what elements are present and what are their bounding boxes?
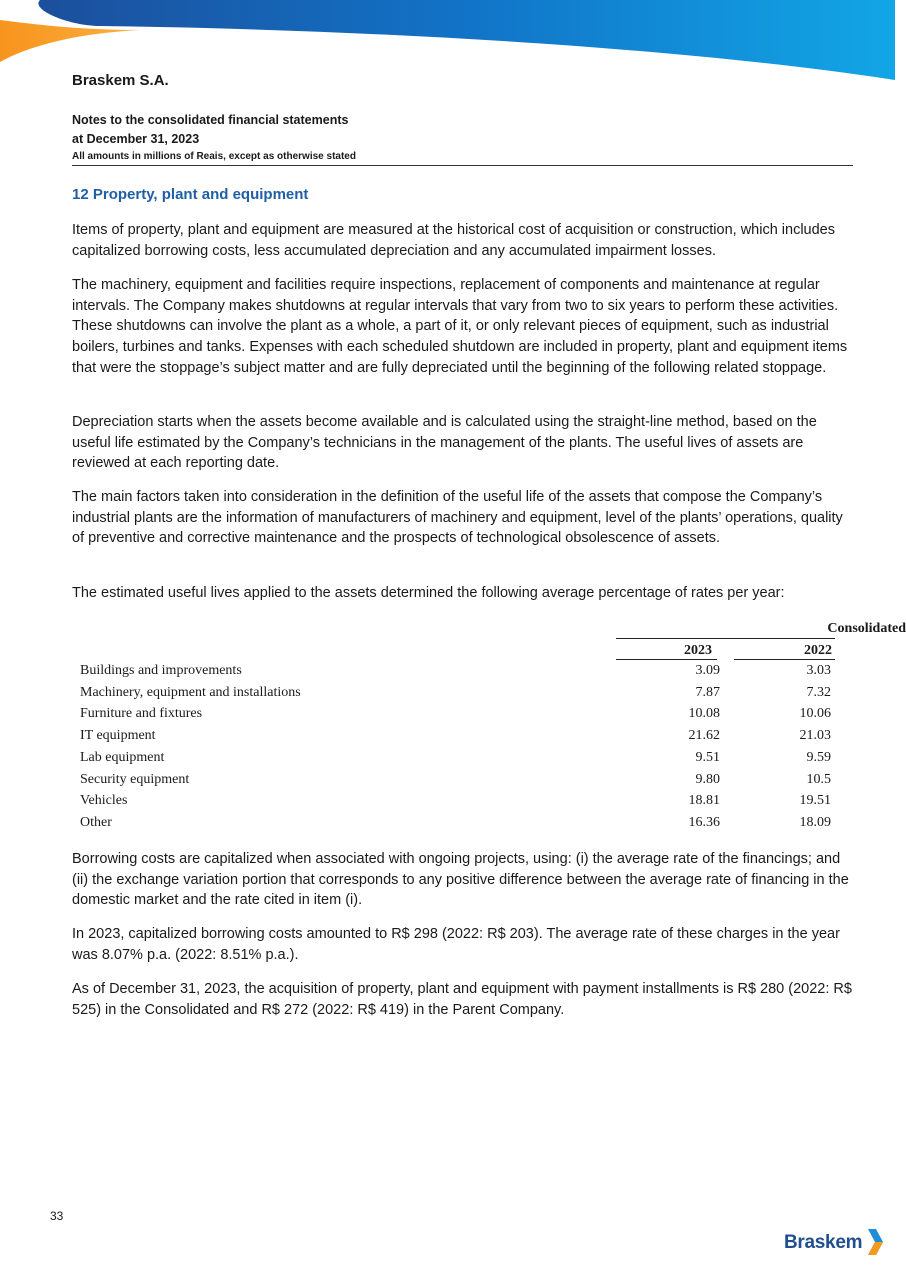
row-label: Buildings and improvements — [80, 663, 242, 678]
row-value-2022: 3.03 — [806, 663, 831, 678]
table-row — [80, 815, 832, 837]
table-year-rule — [734, 659, 835, 660]
header-divider — [72, 165, 853, 166]
row-label: IT equipment — [80, 728, 156, 743]
row-label: Other — [80, 815, 112, 830]
paragraph-shutdowns: The machinery, equipment and facilities require inspections, replacement of components and maintenance at regular intervals. The Company makes shutdowns at regular intervals that vary from two to six years to perform these activities. These shutdowns can involve the plant as a whole, a part of it, or only relevant pieces of equipment, such as industrial boilers, turbines and tanks. Expenses with each scheduled shutdown are included in property, plant and equipment items that were the stoppage’s subject matter and are fully depreciated until the beginning of the following related stoppage. — [72, 277, 848, 376]
table-group-rule — [616, 638, 835, 639]
row-label: Security equipment — [80, 772, 190, 787]
table-year-rule — [616, 659, 717, 660]
row-value-2023: 3.09 — [695, 663, 720, 678]
paragraph-depreciation: Depreciation starts when the assets become available and is calculated using the straight-line method, based on the useful life estimated by the Company’s technicians in the management of the plants. The useful lives of assets are reviewed at each reporting date. — [72, 414, 817, 472]
table-row — [80, 750, 832, 772]
row-label: Vehicles — [80, 793, 128, 808]
row-label: Machinery, equipment and installations — [80, 685, 301, 700]
table-row — [80, 663, 832, 685]
row-value-2022: 19.51 — [799, 793, 831, 808]
company-name: Braskem S.A. — [72, 72, 169, 89]
table-row — [80, 706, 832, 728]
paragraph-capitalized-costs: In 2023, capitalized borrowing costs amounted to R$ 298 (2022: R$ 203). The average rate of these charges in the year was 8.07% p.a. (2022: 8.51% p.a.). — [72, 926, 840, 963]
table-year-2022: 2022 — [804, 643, 832, 658]
row-value-2023: 7.87 — [695, 685, 720, 700]
table-year-2023: 2023 — [684, 643, 712, 658]
paragraph-rates-intro: The estimated useful lives applied to the assets determined the following average percentage of rates per year: — [72, 585, 785, 601]
row-value-2023: 21.62 — [688, 728, 720, 743]
statement-title: Notes to the consolidated financial statements — [72, 113, 349, 127]
row-label: Lab equipment — [80, 750, 165, 765]
row-value-2022: 10.06 — [799, 706, 831, 721]
paragraph-installments: As of December 31, 2023, the acquisition of property, plant and equipment with payment installments is R$ 280 (2022: R$ 525) in the Consolidated and R$ 272 (2022: R$ 419) in the Parent Company. — [72, 981, 852, 1018]
row-value-2023: 16.36 — [688, 815, 720, 830]
table-row — [80, 685, 832, 707]
amounts-note: All amounts in millions of Reais, except as otherwise stated — [72, 151, 356, 162]
row-value-2022: 21.03 — [799, 728, 831, 743]
row-value-2022: 10.5 — [806, 772, 831, 787]
table-row — [80, 793, 832, 815]
row-value-2023: 18.81 — [688, 793, 720, 808]
page-number: 33 — [50, 1209, 64, 1223]
table-row — [80, 728, 832, 750]
section-title: 12 Property, plant and equipment — [72, 186, 309, 203]
row-value-2023: 10.08 — [688, 706, 720, 721]
statement-date: at December 31, 2023 — [72, 132, 200, 146]
row-label: Furniture and fixtures — [80, 706, 203, 721]
paragraph-borrowing-costs: Borrowing costs are capitalized when associated with ongoing projects, using: (i) the average rate of the financings; and (ii) the exchange variation portion that corresponds to any positive difference between the average rate of financing in the domestic market and the rate cited in item (i). — [72, 851, 849, 909]
row-value-2022: 9.59 — [806, 750, 831, 765]
paragraph-measurement: Items of property, plant and equipment are measured at the historical cost of acquisition or construction, which includes capitalized borrowing costs, less accumulated depreciation and any accumulated impairment losses. — [72, 222, 835, 259]
row-value-2022: 18.09 — [799, 815, 831, 830]
paragraph-useful-life-factors: The main factors taken into consideration in the definition of the useful life of the assets that compose the Company’s industrial plants are the information of manufacturers of machinery and equipment, level of the plants’ operations, quality of preventive and corrective maintenance and the prospects of technological obsolescence of assets. — [72, 489, 843, 547]
logo-chevron-icon — [866, 1227, 884, 1257]
logo-text: Braskem — [784, 1232, 863, 1253]
row-value-2023: 9.51 — [695, 750, 720, 765]
table-row — [80, 772, 832, 794]
row-value-2023: 9.80 — [695, 772, 720, 787]
table-group-header: Consolidated — [827, 621, 906, 636]
row-value-2022: 7.32 — [806, 685, 831, 700]
